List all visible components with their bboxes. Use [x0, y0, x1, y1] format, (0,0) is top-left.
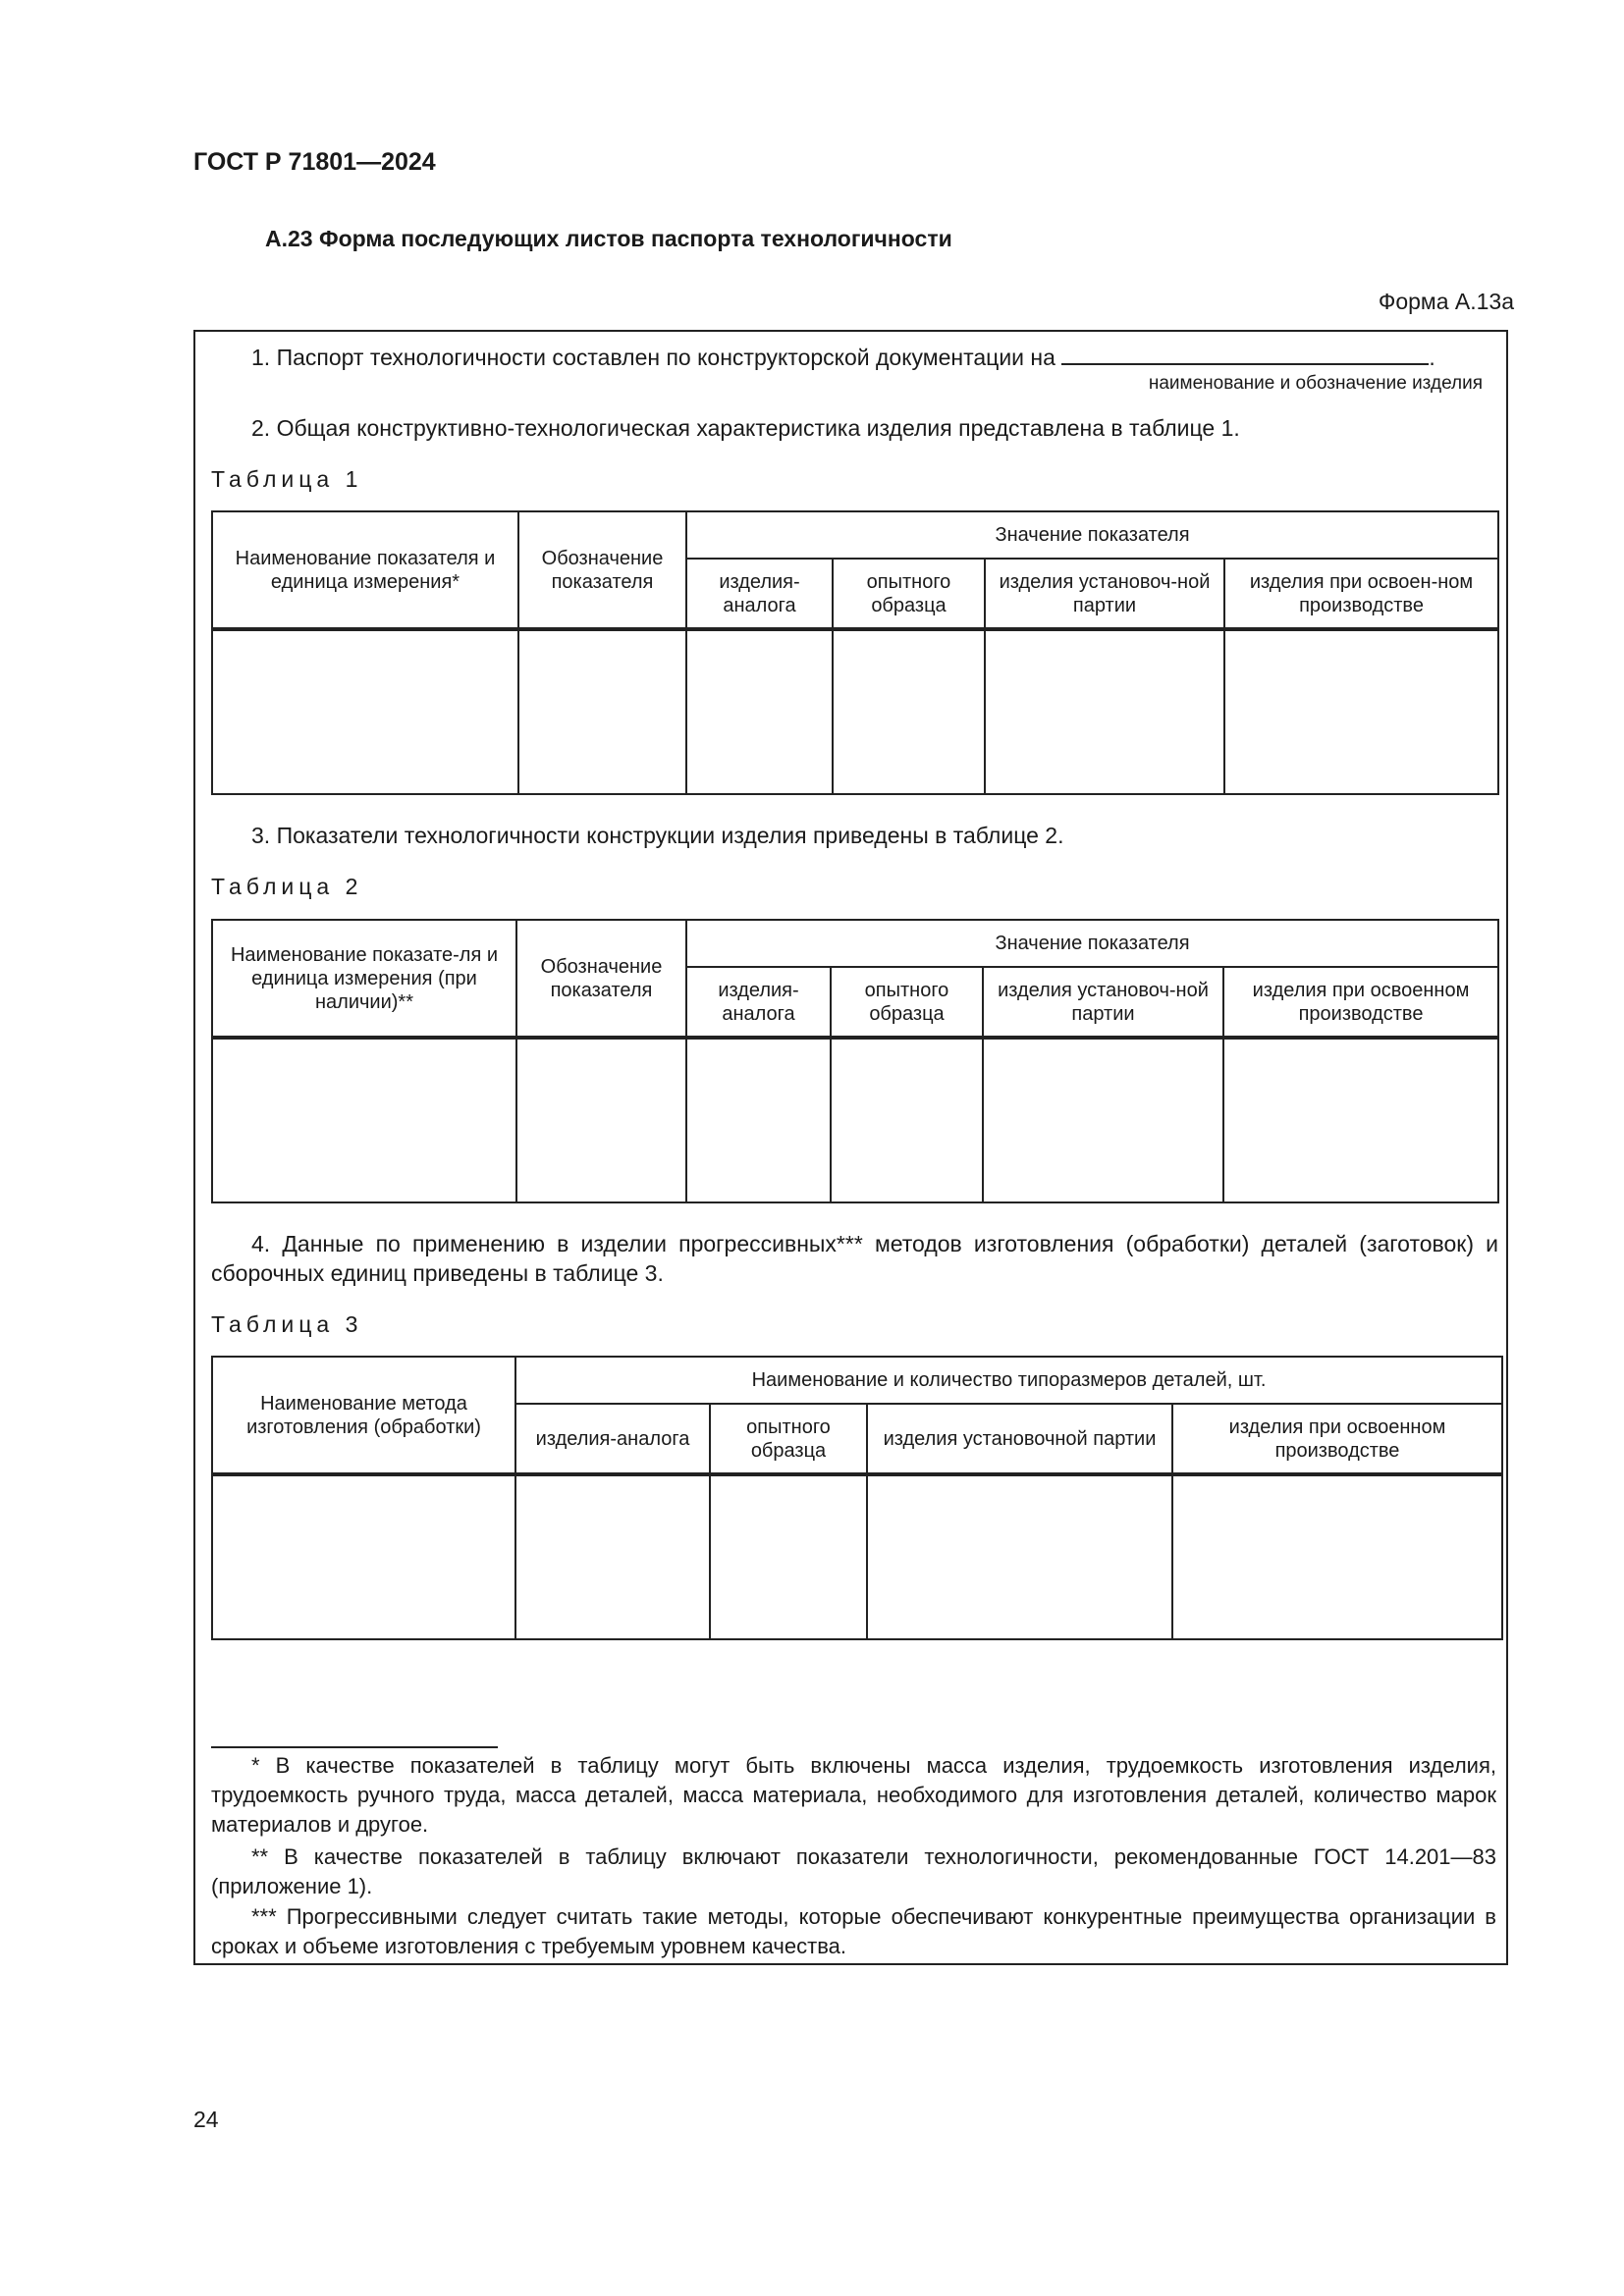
table-1-header-sub: опытного образца — [833, 559, 985, 629]
table-1-header-group: Значение показателя — [686, 511, 1498, 559]
table-1-header-sub: изделия при освоен-ном производстве — [1224, 559, 1498, 629]
table-3-cell[interactable] — [710, 1474, 867, 1639]
table-1-header-sub: изделия установоч-ной партии — [985, 559, 1224, 629]
table-2-label: Таблица 2 — [211, 874, 363, 899]
table-1-header-name: Наименование показателя и единица измерения* — [212, 511, 518, 629]
table-2-cell[interactable] — [831, 1038, 983, 1202]
table-1-cell[interactable] — [833, 629, 985, 794]
table-2-cell[interactable] — [212, 1038, 516, 1202]
paragraph-1-end: . — [1429, 345, 1435, 370]
table-2-header-sub: опытного образца — [831, 967, 983, 1038]
table-3-cell[interactable] — [867, 1474, 1172, 1639]
table-1-cell[interactable] — [985, 629, 1224, 794]
footnote-separator — [211, 1746, 498, 1748]
paragraph-1 — [251, 342, 1498, 372]
table-3-header-sub: изделия при освоенном производстве — [1172, 1404, 1502, 1474]
table-3-cell[interactable] — [1172, 1474, 1502, 1639]
table-2-cell[interactable] — [686, 1038, 831, 1202]
table-3-header-group: Наименование и количество типоразмеров деталей, шт. — [515, 1357, 1502, 1404]
paragraph-2: 2. Общая конструктивно-технологическая характеристика изделия представлена в таблице 1. — [251, 415, 1240, 441]
table-3-header-sub: изделия-аналога — [515, 1404, 710, 1474]
table-1-cell[interactable] — [686, 629, 833, 794]
table-2-header-name: Наименование показате-ля и единица измерения (при наличии)** — [212, 920, 516, 1038]
product-name-blank[interactable] — [1061, 342, 1429, 365]
blank-caption: наименование и обозначение изделия — [1148, 373, 1483, 394]
footnote-3: *** Прогрессивными следует считать такие методы, которые обеспечивают конкурентные преимущества организации в сроках и объеме изготовления с требуемым уровнем качества. — [211, 1904, 1496, 1958]
table-3-cell[interactable] — [212, 1474, 515, 1639]
table-2-header-sub: изделия установоч-ной партии — [983, 967, 1223, 1038]
table-3-header-sub: изделия установочной партии — [867, 1404, 1172, 1474]
paragraph-1-text: 1. Паспорт технологичности составлен по конструкторской документации на — [251, 345, 1056, 370]
table-1-label: Таблица 1 — [211, 466, 363, 492]
table-3 — [211, 1356, 1503, 1640]
page-number: 24 — [193, 2107, 219, 2132]
table-2-header-designation: Обозначение показателя — [516, 920, 686, 1038]
table-3-header-name: Наименование метода изготовления (обработки) — [212, 1357, 515, 1474]
table-3-cell[interactable] — [515, 1474, 710, 1639]
section-title: А.23 Форма последующих листов паспорта технологичности — [265, 226, 952, 251]
table-2-cell[interactable] — [983, 1038, 1223, 1202]
table-3-header-sub: опытного образца — [710, 1404, 867, 1474]
table-2-header-group: Значение показателя — [686, 920, 1498, 967]
form-frame — [193, 330, 1508, 1965]
table-2-header-sub: изделия при освоенном производстве — [1223, 967, 1498, 1038]
table-2-header-sub: изделия-аналога — [686, 967, 831, 1038]
form-label: Форма А.13а — [1378, 289, 1514, 314]
footnote-1: * В качестве показателей в таблицу могут быть включены масса изделия, трудоемкость изготовления изделия, трудоемкость ручного труда, масса деталей, масса материала, необходимого для изготовления деталей, количество марок материалов и другое. — [211, 1753, 1496, 1837]
table-2 — [211, 919, 1499, 1203]
table-2-cell[interactable] — [516, 1038, 686, 1202]
table-1 — [211, 510, 1499, 795]
paragraph-4: 4. Данные по применению в изделии прогрессивных*** методов изготовления (обработки) деталей (заготовок) и сборочных единиц приведены в таблице 3. — [211, 1231, 1498, 1286]
table-1-cell[interactable] — [1224, 629, 1498, 794]
footnote-2: ** В качестве показателей в таблицу включают показатели технологичности, рекомендованные ГОСТ 14.201—83 (приложение 1). — [211, 1844, 1496, 1898]
table-3-label: Таблица 3 — [211, 1311, 363, 1337]
paragraph-3: 3. Показатели технологичности конструкции изделия приведены в таблице 2. — [251, 823, 1064, 848]
table-1-header-sub: изделия-аналога — [686, 559, 833, 629]
document-code: ГОСТ Р 71801—2024 — [193, 148, 436, 176]
table-2-cell[interactable] — [1223, 1038, 1498, 1202]
table-1-cell[interactable] — [518, 629, 686, 794]
table-1-cell[interactable] — [212, 629, 518, 794]
table-1-header-designation: Обозначение показателя — [518, 511, 686, 629]
